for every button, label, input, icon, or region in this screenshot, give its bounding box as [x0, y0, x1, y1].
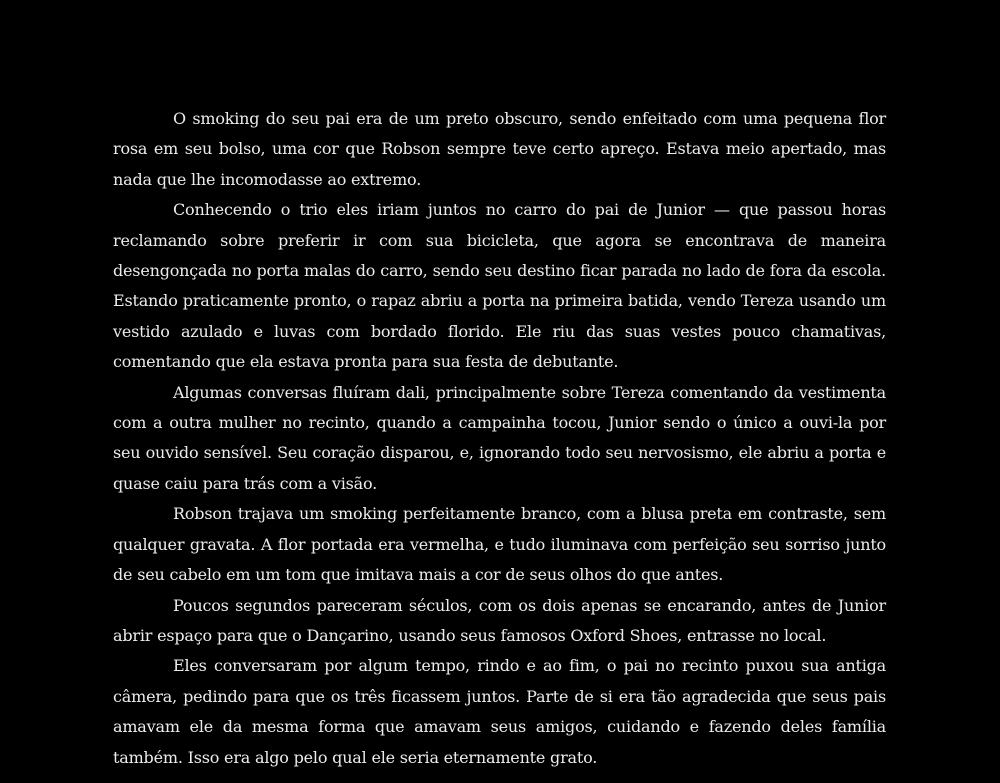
paragraph-2: Conhecendo o trio eles iriam juntos no carro do pai de Junior — que passou horas reclamando sobre preferir ir com sua bicicleta, que agora se encontrava de maneira desengonçada no porta malas do carro, sendo seu destino ficar parada no lado de fora da escola. Estando praticamente pronto, o rapaz abriu a porta na primeira batida, vendo Tereza usando um vestido azulado e luvas com bordado florido. Ele riu das suas vestes pouco chamativas, comentando que ela estava pronta para sua festa de debutante.	[113, 200, 886, 372]
paragraph-1: O smoking do seu pai era de um preto obscuro, sendo enfeitado com uma pequena flor rosa em seu bolso, uma cor que Robson sempre teve certo apreço. Estava meio apertado, mas nada que lhe incomodasse ao extremo.	[113, 109, 886, 189]
paragraph-6: Eles conversaram por algum tempo, rindo e ao fim, o pai no recinto puxou sua antiga câmera, pedindo para que os três ficassem juntos. Parte de si era tão agradecida que seus pais amavam ele da mesma forma que amavam seus amigos, cuidando e fazendo deles família também. Isso era algo pelo qual ele seria eternamente grato.	[113, 656, 886, 767]
text-column	[113, 104, 886, 773]
paragraph-3: Algumas conversas fluíram dali, principalmente sobre Tereza comentando da vestimenta com a outra mulher no recinto, quando a campainha tocou, Junior sendo o único a ouvi-la por seu ouvido sensível. Seu coração disparou, e, ignorando todo seu nervosismo, ele abriu a porta e quase caiu para trás com a visão.	[113, 382, 886, 493]
paragraph-5: Poucos segundos pareceram séculos, com os dois apenas se encarando, antes de Junior abrir espaço para que o Dançarino, usando seus famosos Oxford Shoes, entrasse no local.	[113, 595, 886, 645]
paragraph-4: Robson trajava um smoking perfeitamente branco, com a blusa preta em contraste, sem qualquer gravata. A flor portada era vermelha, e tudo iluminava com perfeição seu sorriso junto de seu cabelo em um tom que imitava mais a cor de seus olhos do que antes.	[113, 504, 886, 585]
